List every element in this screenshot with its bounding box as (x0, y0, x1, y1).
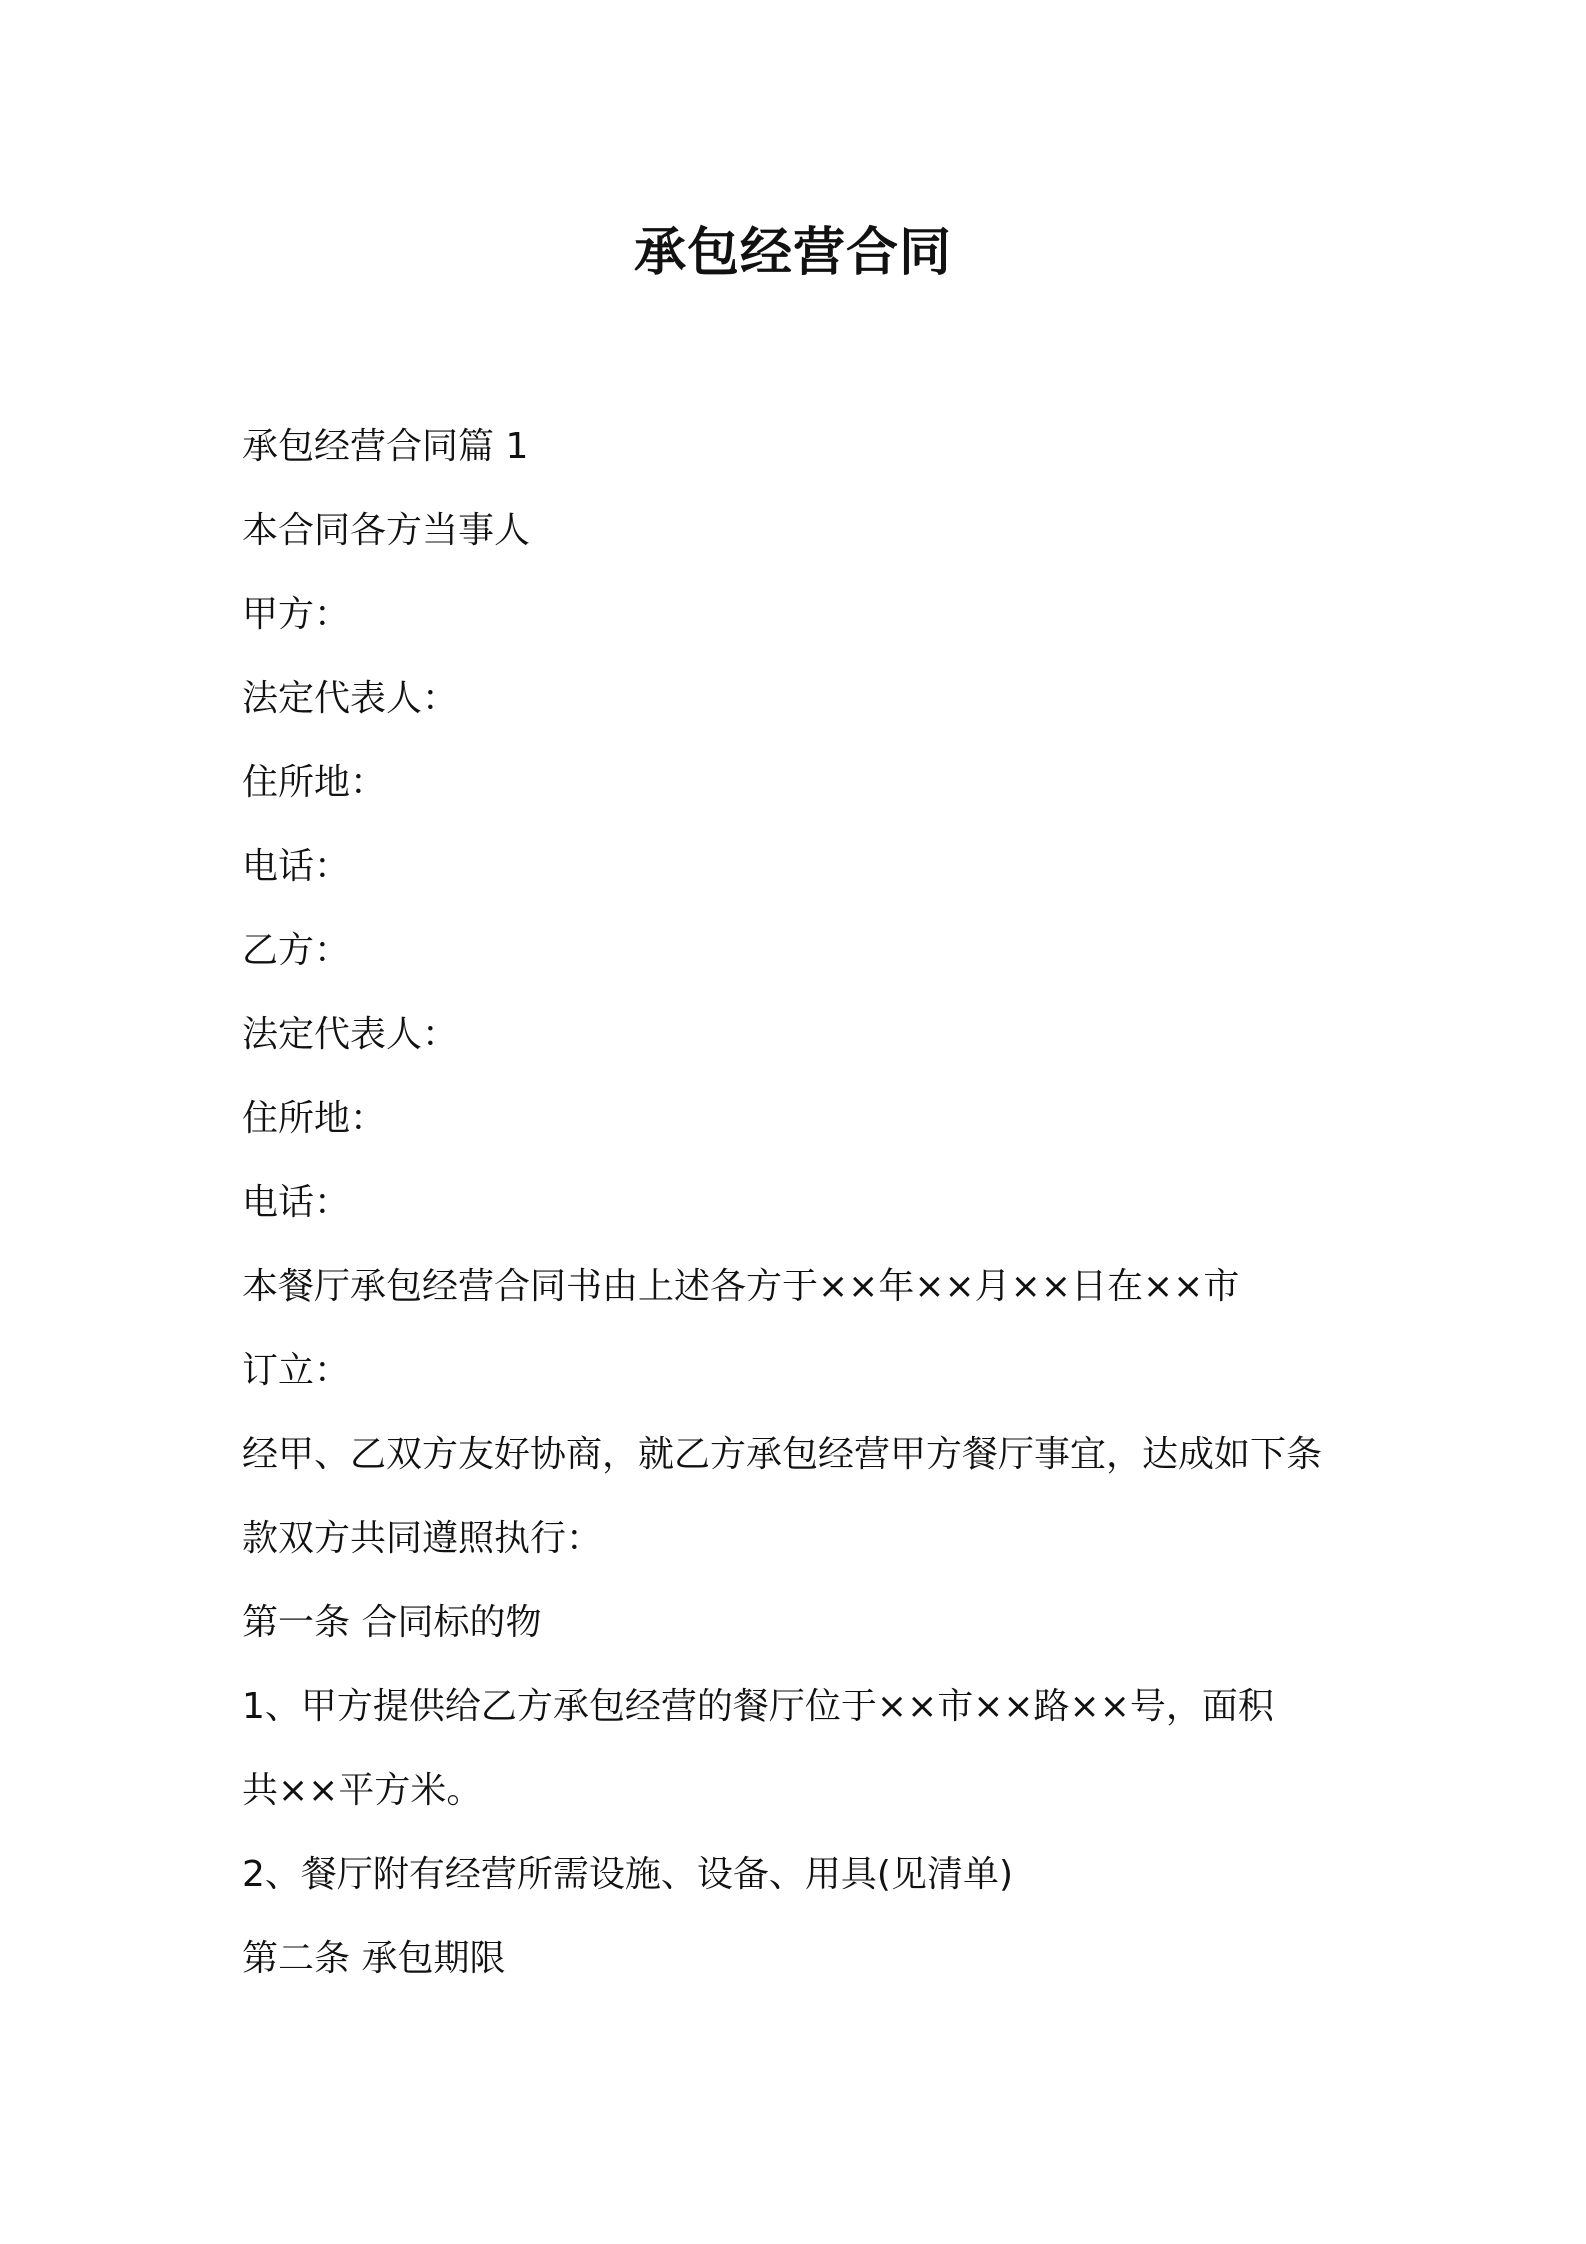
paragraph-line: 1、甲方提供给乙方承包经营的餐厅位于××市××路××号，面积 (242, 1686, 1274, 1727)
party-a-phone-label: 电话： (242, 846, 351, 887)
article-heading: 第二条 承包期限 (242, 1938, 506, 1979)
party-b-phone-label: 电话： (242, 1182, 351, 1223)
document-body (242, 405, 1372, 2001)
paragraph-line: 订立： (242, 1350, 351, 1391)
party-a-address-label: 住所地： (242, 762, 387, 803)
party-a-label: 甲方： (242, 594, 351, 635)
paragraph-line: 款双方共同遵照执行： (242, 1518, 603, 1559)
paragraph-line: 经甲、乙双方友好协商，就乙方承包经营甲方餐厅事宜，达成如下条 (242, 1434, 1323, 1475)
paragraph-line: 本餐厅承包经营合同书由上述各方于××年××月××日在××市 (242, 1266, 1240, 1307)
party-b-representative-label: 法定代表人： (242, 1014, 459, 1055)
parties-heading: 本合同各方当事人 (242, 510, 531, 551)
paragraph-line: 2、餐厅附有经营所需设施、设备、用具(见清单) (242, 1854, 1013, 1895)
party-a-representative-label: 法定代表人： (242, 678, 459, 719)
party-b-label: 乙方： (242, 930, 351, 971)
article-heading: 第一条 合同标的物 (242, 1602, 542, 1643)
paragraph-line: 共××平方米。 (242, 1770, 483, 1811)
document-title: 承包经营合同 (633, 223, 952, 283)
party-b-address-label: 住所地： (242, 1098, 387, 1139)
section-heading: 承包经营合同篇 1 (242, 426, 529, 467)
